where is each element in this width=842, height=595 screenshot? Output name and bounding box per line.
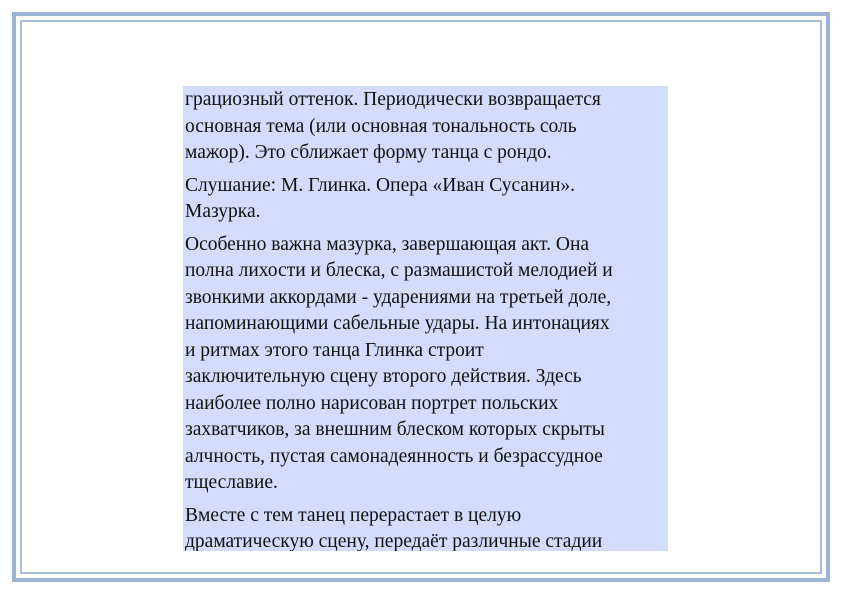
- text-line: напоминающими сабельные удары. На интонациях: [185, 313, 610, 334]
- paragraph-4: [185, 503, 666, 552]
- text-line: Мазурка.: [185, 201, 261, 222]
- text-line: основная тема (или основная тональность соль: [185, 115, 577, 137]
- text-line: звонкими аккордами - ударениями на третьей доле,: [185, 286, 612, 308]
- text-block: [183, 86, 668, 551]
- text-line: тщеславие.: [185, 472, 278, 493]
- text-line: Особенно важна мазурка, завершающая акт. Она: [185, 233, 590, 255]
- text-line: полна лихости и блеска, с размашистой мелодией и: [185, 260, 613, 281]
- text-line: захватчиков, за внешним блеском которых скрыты: [185, 419, 605, 440]
- paragraph-2: [185, 173, 666, 226]
- text-line: драматическую сцену, передаёт различные стадии: [185, 531, 603, 551]
- text-line: алчность, пустая самонадеянность и безрассудное: [185, 445, 603, 467]
- text-line: Вместе с тем танец перерастает в целую: [185, 504, 522, 526]
- text-line: наиболее полно нарисован портрет польских: [185, 392, 559, 414]
- paragraph-1: [185, 87, 666, 167]
- text-line: и ритмах этого танца Глинка строит: [185, 339, 484, 361]
- text-line: мажор). Это сближает форму танца с рондо.: [185, 142, 552, 163]
- text-line: грациозный оттенок. Периодически возвращается: [185, 89, 601, 110]
- text-line: заключительную сцену второго действия. Здесь: [185, 366, 582, 387]
- paragraph-3: [185, 232, 666, 497]
- text-line: Слушание: М. Глинка. Опера «Иван Сусанин».: [185, 174, 576, 196]
